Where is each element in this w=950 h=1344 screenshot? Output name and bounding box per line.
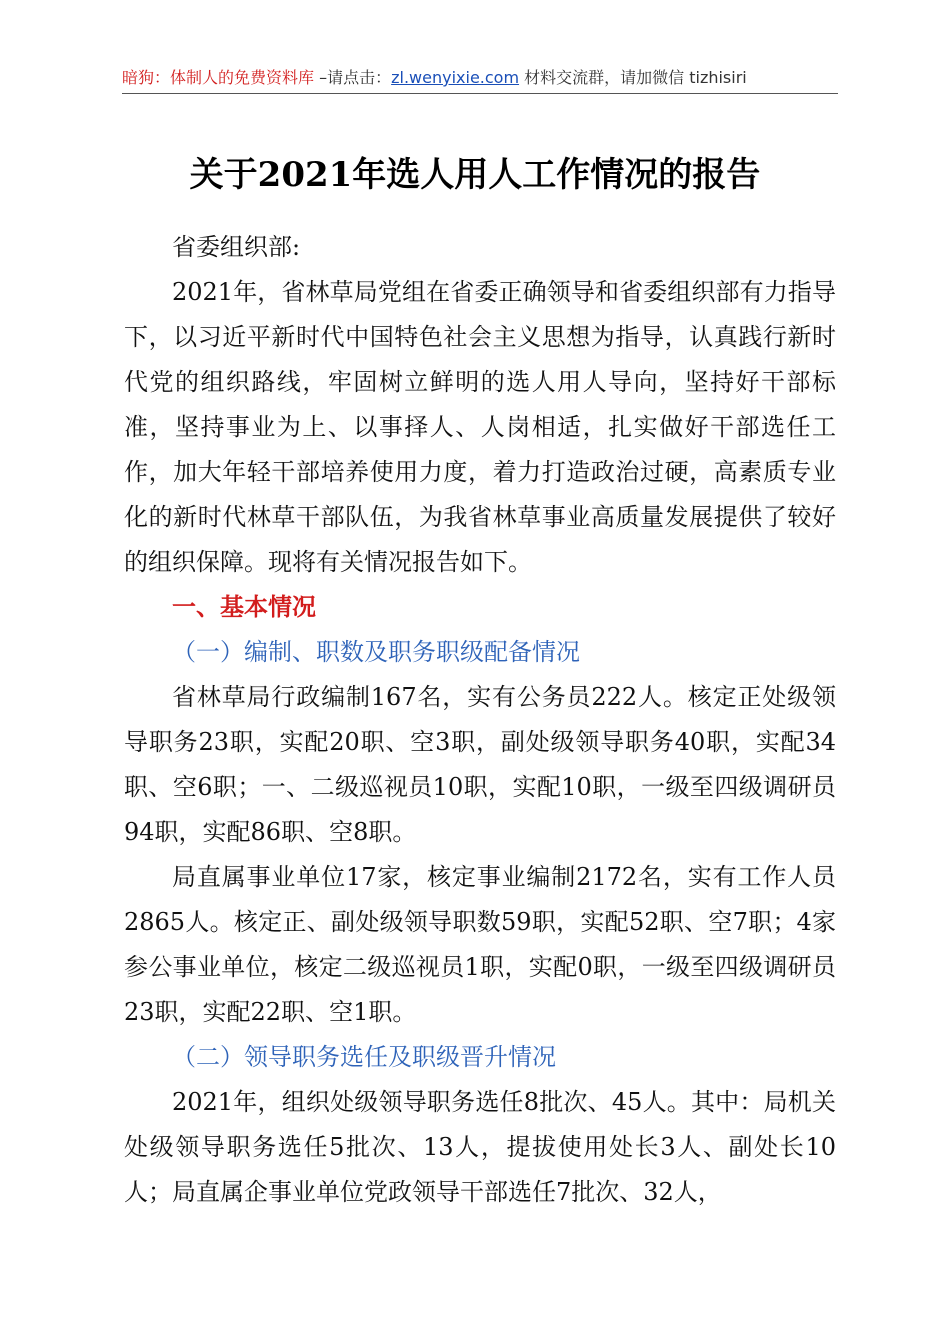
salutation: 省委组织部:	[172, 233, 301, 261]
intro-paragraph: 2021年，省林草局党组在省委正确领导和省委组织部有力指导下，以习近平新时代中国特色社会主义思想为指导，认真践行新时代党的组织路线，牢固树立鲜明的选人用人导向，坚持好干部标准，坚持事业为上、以事择人、人岗相适，扎实做好干部选任工作，加大年轻干部培养使用力度，着力打造政治过硬，高素质专业化的新时代林草干部队伍，为我省林草事业高质量发展提供了较好的组织保障。现将有关情况报告如下。	[124, 278, 836, 576]
header-site-link[interactable]: zl.wenyixie.com	[391, 68, 520, 87]
staffing-paragraph-institutions: 局直属事业单位17家，核定事业编制2172名，实有工作人员2865人。核定正、副处级领导职数59职，实配52职、空7职；4家参公事业单位，核定二级巡视员1职，实配0职，一级至四级调研员23职，实配22职、空1职。	[124, 863, 836, 1026]
subsection-heading-staffing: （一）编制、职数及职务职级配备情况	[172, 638, 580, 666]
appointments-paragraph: 2021年，组织处级领导职务选任8批次、45人。其中：局机关处级领导职务选任5批次、13人，提拔使用处长3人、副处长10人；局直属企事业单位党政领导干部选任7批次、32人，	[124, 1088, 836, 1206]
header-divider	[122, 93, 838, 94]
page-header	[122, 66, 838, 90]
header-wechat-note: 材料交流群，请加微信 tizhisiri	[519, 68, 747, 87]
document-title: 关于2021年选人用人工作情况的报告	[189, 155, 761, 195]
section-heading-basic-situation: 一、基本情况	[172, 593, 316, 621]
subsection-heading-appointments: （二）领导职务选任及职级晋升情况	[172, 1043, 556, 1071]
staffing-paragraph-administrative: 省林草局行政编制167名，实有公务员222人。核定正处级领导职务23职，实配20职、空3职，副处级领导职务40职，实配34职、空6职；一、二级巡视员10职，实配10职，一级至四级调研员94职，实配86职、空8职。	[124, 683, 836, 846]
header-site-name: 暗狗：体制人的免费资料库	[122, 68, 315, 87]
document-body	[124, 225, 836, 1215]
header-click-prompt: –请点击：	[314, 68, 392, 87]
